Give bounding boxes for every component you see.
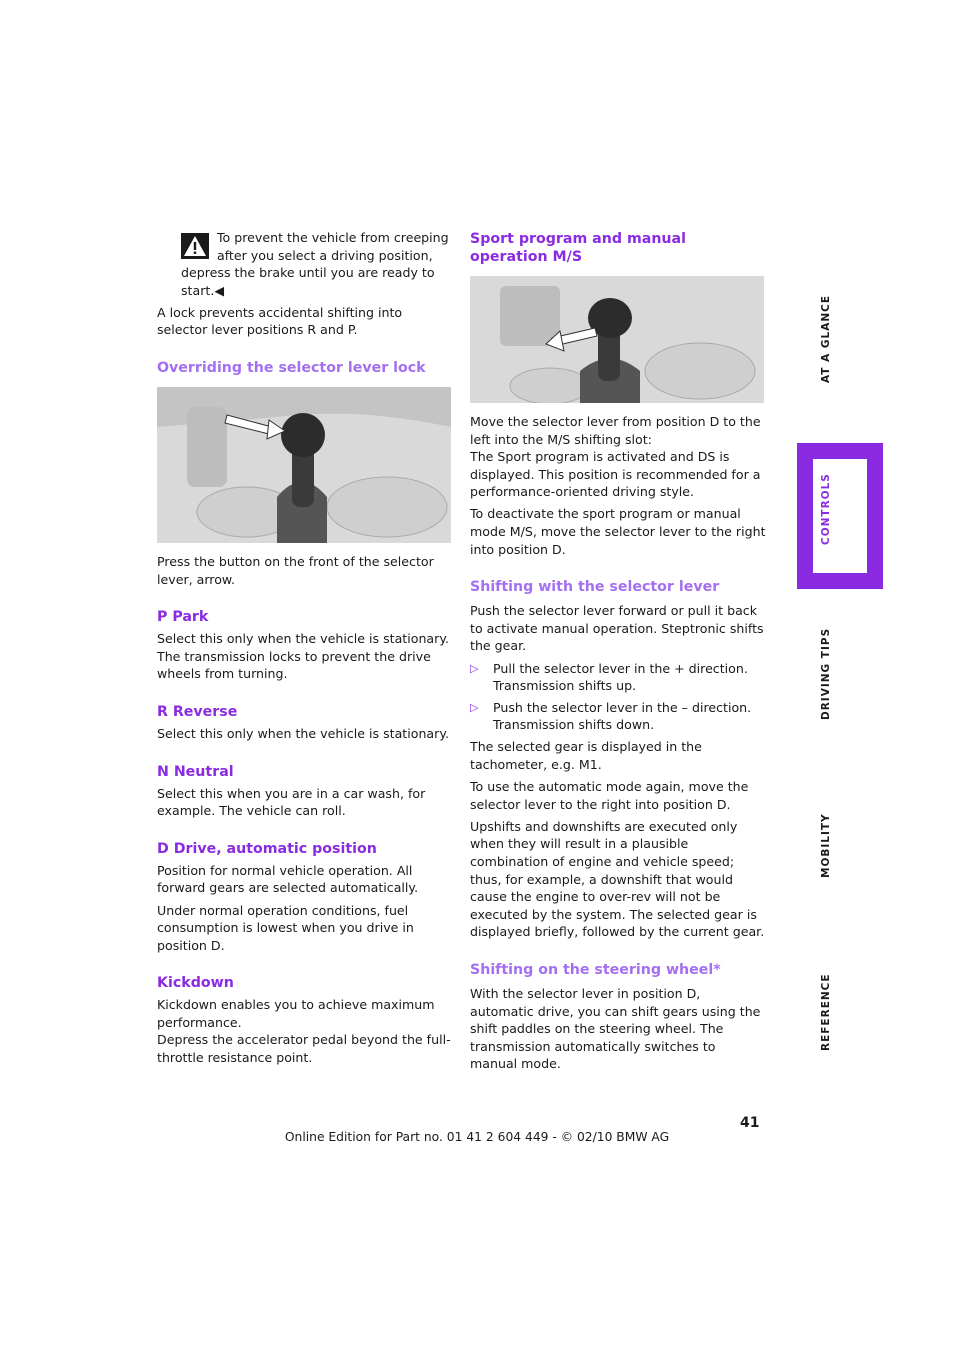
park-heading: P Park — [157, 609, 209, 626]
neutral-text: Select this when you are in a car wash, for example. The vehicle can roll. — [157, 785, 426, 819]
warning-text-rest: depress the brake until you are ready to start.◀ — [181, 265, 435, 298]
steering-heading: Shifting on the steering wheel* — [470, 961, 721, 978]
nav-at-a-glance[interactable]: AT A GLANCE — [820, 294, 832, 383]
left-column — [157, 229, 453, 1071]
sport-heading: Sport program and manual operation M/S — [470, 231, 686, 265]
automatic-mode-text: To use the automatic mode again, move the selector lever to the right into position D. — [470, 779, 749, 812]
triangle-bullet-icon: ▷ — [470, 661, 479, 675]
bullet-text: Push the selector lever in the – direction. Transmission shifts down. — [493, 699, 752, 733]
selector-lever-illustration — [157, 387, 451, 543]
figure-caption: Press the button on the front of the selector lever, arrow. — [157, 554, 434, 587]
ms-slot-illustration — [470, 276, 764, 403]
warning-text-first: To prevent the vehicle from creeping after you select a driving position, — [217, 230, 449, 263]
reverse-text: Select this only when the vehicle is stationary. — [157, 726, 449, 742]
kickdown-heading: Kickdown — [157, 975, 234, 992]
nav-mobility[interactable]: MOBILITY — [820, 813, 832, 878]
move-text-1: Move the selector lever from position D to the left into the M/S shifting slot: — [470, 414, 761, 447]
bullet-text: Pull the selector lever in the + direction. Transmission shifts up. — [493, 660, 748, 694]
shift-bullet-list — [470, 660, 766, 734]
right-column — [470, 229, 766, 1077]
neutral-heading: N Neutral — [157, 763, 234, 780]
drive-text-2: Under normal operation conditions, fuel consumption is lowest when you drive in position D. — [157, 902, 414, 953]
list-item — [470, 699, 766, 734]
drive-heading: D Drive, automatic position — [157, 840, 377, 857]
deactivate-text: To deactivate the sport program or manual mode M/S, move the selector lever to the right into position D. — [470, 506, 766, 557]
selected-gear-text: The selected gear is displayed in the tachometer, e.g. M1. — [470, 739, 702, 772]
shifting-heading: Shifting with the selector lever — [470, 579, 720, 596]
override-heading: Overriding the selector lever lock — [157, 360, 426, 377]
warning-note — [157, 229, 453, 299]
reverse-heading: R Reverse — [157, 704, 238, 721]
lock-text: A lock prevents accidental shifting into selector lever positions R and P. — [157, 304, 403, 338]
steering-text: With the selector lever in position D, automatic drive, you can shift gears using the shift paddles on the steering wheel. The transmission automatically switches to manual mode. — [470, 985, 761, 1072]
nav-driving-tips[interactable]: DRIVING TIPS — [820, 627, 832, 720]
park-text: Select this only when the vehicle is stationary. The transmission locks to prevent the drive wheels from turning. — [157, 631, 449, 682]
upshift-text: Upshifts and downshifts are executed only when they will result in a plausible combination of engine and vehicle speed; thus, for example, a downshift that would cause the engine to over-rev will not be executed by the system. The selected gear is displayed briefly, followed by the current gear. — [470, 818, 765, 940]
list-item — [470, 660, 766, 695]
footer: Online Edition for Part no. 01 41 2 604 449 - © 02/10 BMW AG — [284, 1130, 670, 1144]
shifting-text: Push the selector lever forward or pull it back to activate manual operation. Steptronic shifts the gear. — [470, 603, 764, 654]
warning-icon — [181, 233, 209, 259]
kickdown-text-1: Kickdown enables you to achieve maximum performance. — [157, 997, 435, 1030]
selector-lever-lock-figure — [157, 387, 451, 543]
move-text-2: The Sport program is activated and DS is displayed. This position is recommended for a performance-oriented driving style. — [470, 449, 761, 500]
ms-slot-figure — [470, 276, 764, 403]
nav-reference[interactable]: REFERENCE — [820, 973, 832, 1051]
triangle-bullet-icon: ▷ — [470, 700, 479, 714]
page-number: 41 — [740, 1115, 760, 1131]
kickdown-text-2: Depress the accelerator pedal beyond the full-throttle resistance point. — [157, 1032, 451, 1066]
drive-text-1: Position for normal vehicle operation. All forward gears are selected automatically. — [157, 862, 419, 896]
nav-controls[interactable]: CONTROLS — [820, 473, 832, 545]
